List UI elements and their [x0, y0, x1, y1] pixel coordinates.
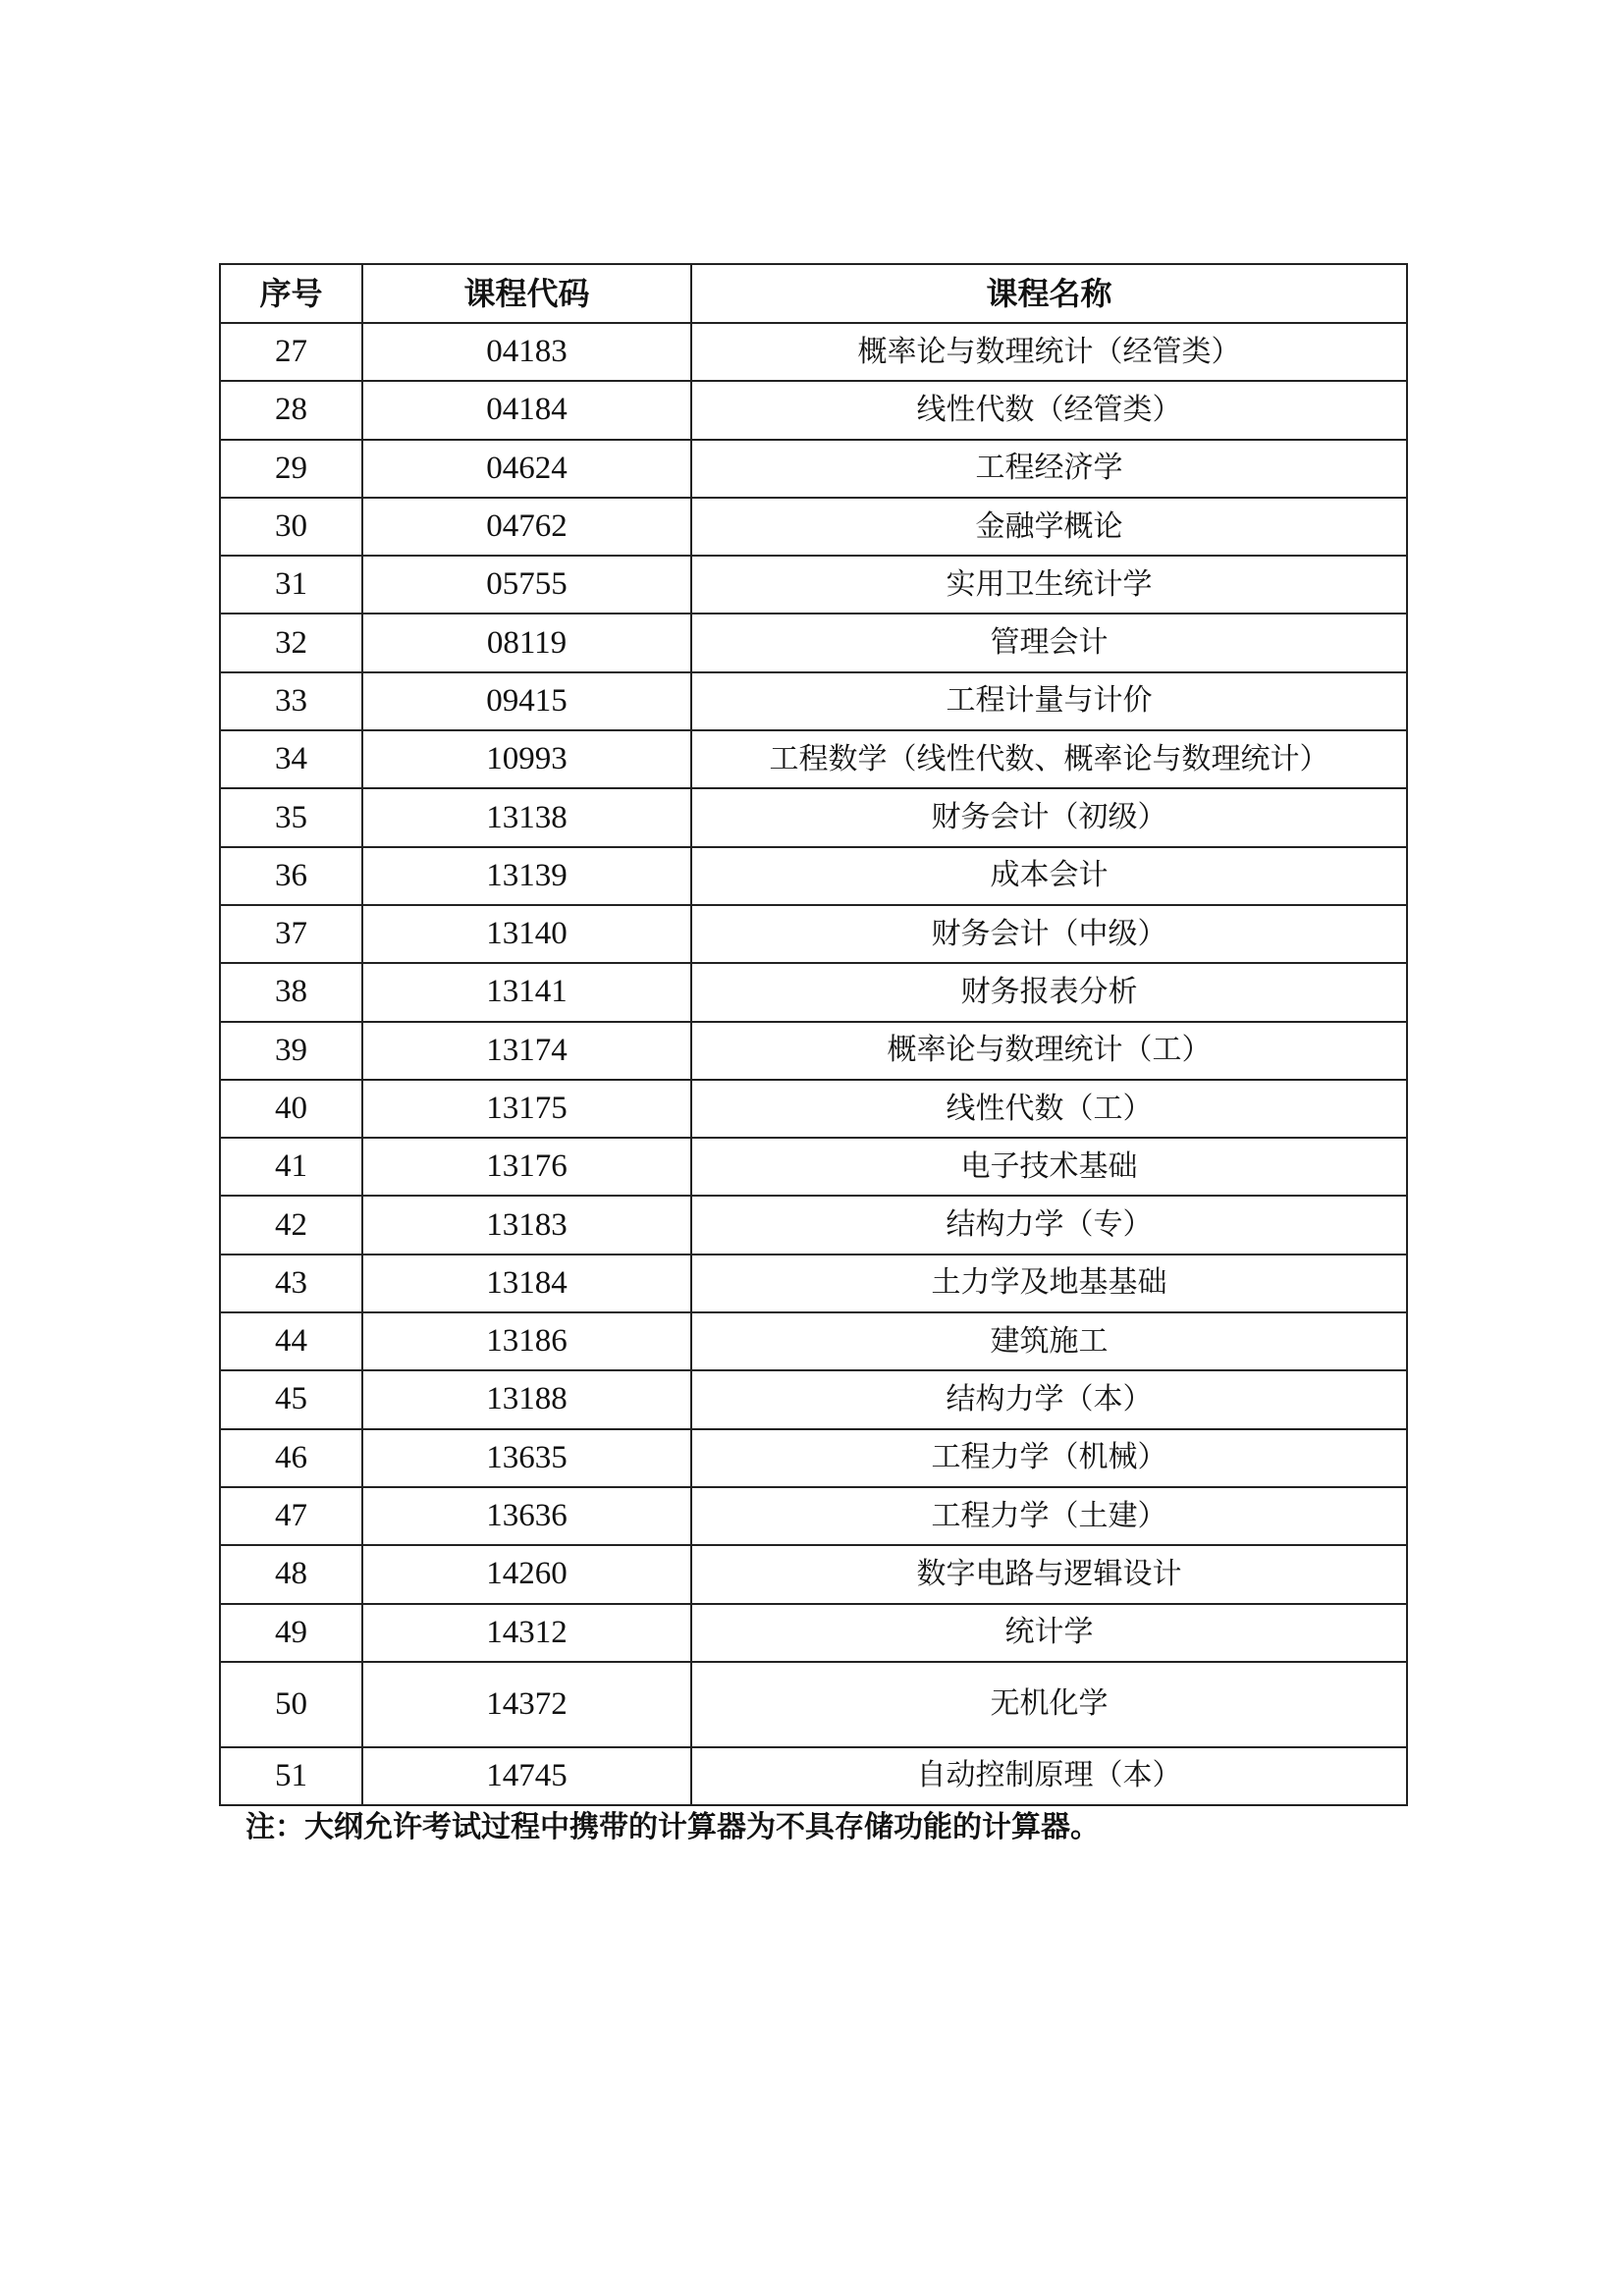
serial-number: 35: [220, 788, 362, 846]
course-code: 13635: [362, 1429, 691, 1487]
serial-number: 43: [220, 1255, 362, 1312]
course-code: 13175: [362, 1080, 691, 1138]
serial-number: 41: [220, 1138, 362, 1196]
serial-number: 34: [220, 730, 362, 788]
table-row: [220, 672, 1407, 730]
table-row: [220, 440, 1407, 498]
table-header-row: [220, 264, 1407, 323]
course-name: 工程力学（机械）: [691, 1429, 1407, 1487]
course-code: 05755: [362, 556, 691, 614]
table-row: [220, 1080, 1407, 1138]
table-row: [220, 730, 1407, 788]
serial-number: 27: [220, 323, 362, 381]
course-code: 14745: [362, 1747, 691, 1805]
course-name: 管理会计: [691, 614, 1407, 671]
serial-number: 28: [220, 381, 362, 439]
table-row: [220, 1255, 1407, 1312]
serial-number: 49: [220, 1604, 362, 1662]
course-code: 04762: [362, 498, 691, 556]
table-row: [220, 1662, 1407, 1747]
course-name: 金融学概论: [691, 498, 1407, 556]
serial-number: 37: [220, 905, 362, 963]
table-row: [220, 963, 1407, 1021]
course-code: 10993: [362, 730, 691, 788]
table-row: [220, 1747, 1407, 1805]
table-row: [220, 381, 1407, 439]
course-name: 财务会计（中级）: [691, 905, 1407, 963]
serial-number: 36: [220, 847, 362, 905]
serial-number: 30: [220, 498, 362, 556]
table-row: [220, 1545, 1407, 1603]
course-name: 结构力学（专）: [691, 1196, 1407, 1254]
course-code: 13140: [362, 905, 691, 963]
course-name: 实用卫生统计学: [691, 556, 1407, 614]
table-row: [220, 556, 1407, 614]
serial-number: 46: [220, 1429, 362, 1487]
serial-number: 32: [220, 614, 362, 671]
course-code: 14260: [362, 1545, 691, 1603]
course-name: 概率论与数理统计（工）: [691, 1022, 1407, 1080]
course-code: 04183: [362, 323, 691, 381]
table-row: [220, 847, 1407, 905]
serial-number: 51: [220, 1747, 362, 1805]
course-code: 04184: [362, 381, 691, 439]
course-code: 09415: [362, 672, 691, 730]
course-name: 概率论与数理统计（经管类）: [691, 323, 1407, 381]
course-name: 电子技术基础: [691, 1138, 1407, 1196]
serial-number: 42: [220, 1196, 362, 1254]
calculator-note: 注：大纲允许考试过程中携带的计算器为不具存储功能的计算器。: [245, 1810, 1100, 1844]
serial-number: 47: [220, 1487, 362, 1545]
course-name: 统计学: [691, 1604, 1407, 1662]
course-name: 土力学及地基基础: [691, 1255, 1407, 1312]
course-name: 成本会计: [691, 847, 1407, 905]
table-row: [220, 498, 1407, 556]
course-code: 13139: [362, 847, 691, 905]
course-code: 13184: [362, 1255, 691, 1312]
course-code: 13176: [362, 1138, 691, 1196]
course-name: 财务报表分析: [691, 963, 1407, 1021]
course-name: 工程经济学: [691, 440, 1407, 498]
table-row: [220, 323, 1407, 381]
course-code: 14372: [362, 1662, 691, 1747]
course-name: 工程计量与计价: [691, 672, 1407, 730]
course-table: [219, 263, 1408, 1806]
table-row: [220, 614, 1407, 671]
course-code: 08119: [362, 614, 691, 671]
course-name: 自动控制原理（本）: [691, 1747, 1407, 1805]
course-code: 13141: [362, 963, 691, 1021]
serial-number: 45: [220, 1370, 362, 1428]
serial-number: 38: [220, 963, 362, 1021]
serial-number: 40: [220, 1080, 362, 1138]
table-row: [220, 1370, 1407, 1428]
table-row: [220, 1604, 1407, 1662]
course-name: 线性代数（经管类）: [691, 381, 1407, 439]
serial-number: 33: [220, 672, 362, 730]
course-name: 工程力学（土建）: [691, 1487, 1407, 1545]
course-name: 财务会计（初级）: [691, 788, 1407, 846]
table-row: [220, 788, 1407, 846]
course-code: 13186: [362, 1312, 691, 1370]
header-serial-number: 序号: [220, 264, 362, 323]
serial-number: 44: [220, 1312, 362, 1370]
course-code: 13138: [362, 788, 691, 846]
course-name: 无机化学: [691, 1662, 1407, 1747]
serial-number: 48: [220, 1545, 362, 1603]
table-row: [220, 1022, 1407, 1080]
serial-number: 31: [220, 556, 362, 614]
course-name: 工程数学（线性代数、概率论与数理统计）: [691, 730, 1407, 788]
table-row: [220, 1196, 1407, 1254]
course-code: 13174: [362, 1022, 691, 1080]
course-code: 13188: [362, 1370, 691, 1428]
table-row: [220, 1138, 1407, 1196]
table-row: [220, 905, 1407, 963]
serial-number: 50: [220, 1662, 362, 1747]
table-row: [220, 1312, 1407, 1370]
course-code: 14312: [362, 1604, 691, 1662]
header-course-name: 课程名称: [691, 264, 1407, 323]
course-code: 13636: [362, 1487, 691, 1545]
table-row: [220, 1429, 1407, 1487]
serial-number: 39: [220, 1022, 362, 1080]
course-code: 13183: [362, 1196, 691, 1254]
course-name: 线性代数（工）: [691, 1080, 1407, 1138]
course-name: 建筑施工: [691, 1312, 1407, 1370]
course-name: 数字电路与逻辑设计: [691, 1545, 1407, 1603]
course-name: 结构力学（本）: [691, 1370, 1407, 1428]
table-row: [220, 1487, 1407, 1545]
serial-number: 29: [220, 440, 362, 498]
course-code: 04624: [362, 440, 691, 498]
header-course-code: 课程代码: [362, 264, 691, 323]
